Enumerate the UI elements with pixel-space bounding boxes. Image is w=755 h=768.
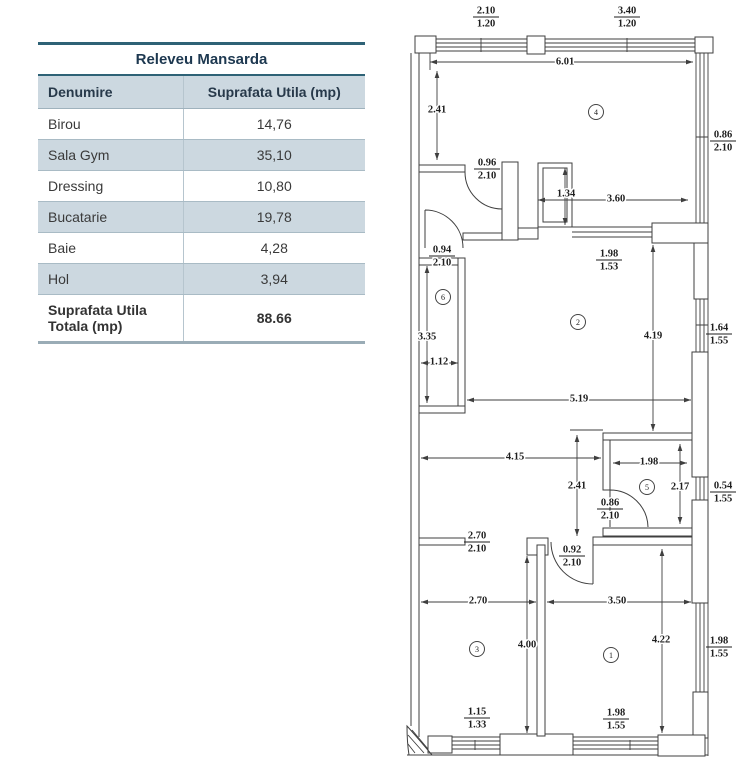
room-name-cell: Dressing: [38, 171, 183, 202]
dimension-label: 1.12: [429, 356, 449, 368]
dimension-label: 3.35: [417, 331, 437, 343]
opening-size-label: [464, 707, 490, 731]
opening-size-label: [603, 708, 629, 732]
room-name-cell: Sala Gym: [38, 140, 183, 171]
svg-text:0.92: 0.92: [562, 544, 582, 556]
column-header-suprafata: Suprafata Utila (mp): [183, 75, 365, 109]
svg-text:0.86: 0.86: [713, 129, 733, 141]
area-value-cell: 10,80: [183, 171, 365, 202]
svg-text:2.10: 2.10: [477, 170, 497, 182]
svg-text:6: 6: [441, 293, 445, 302]
room-name-cell: Hol: [38, 264, 183, 295]
room-number-badge: [640, 480, 655, 495]
dimension-label: 3.50: [607, 595, 627, 607]
area-value-cell: 19,78: [183, 202, 365, 233]
svg-text:2.10: 2.10: [432, 257, 452, 269]
dimension-label: 3.60: [606, 193, 626, 205]
opening-size-label: [429, 245, 455, 269]
svg-text:1.53: 1.53: [599, 261, 619, 273]
dimension-label: 4.00: [517, 639, 537, 651]
svg-text:1.55: 1.55: [713, 493, 733, 505]
svg-text:1: 1: [609, 651, 613, 660]
opening-size-label: [474, 158, 500, 182]
svg-text:0.96: 0.96: [477, 157, 497, 169]
svg-text:2.70: 2.70: [467, 530, 487, 542]
svg-text:2.10: 2.10: [562, 557, 582, 569]
room-number-badge: [470, 642, 485, 657]
dimension-label: 4.19: [643, 330, 663, 342]
windows-layer: [407, 37, 708, 756]
svg-text:3: 3: [475, 645, 479, 654]
opening-size-label: [614, 6, 640, 30]
column-header-denumire: Denumire: [38, 75, 183, 109]
dimension-label: 2.17: [670, 481, 690, 493]
opening-size-label: [597, 498, 623, 522]
dimension-label: 6.01: [555, 56, 575, 68]
svg-text:1.20: 1.20: [617, 18, 637, 30]
opening-size-label: [710, 481, 736, 505]
room-number-badge: [589, 105, 604, 120]
svg-text:0.94: 0.94: [432, 244, 452, 256]
area-value-cell: 3,94: [183, 264, 365, 295]
svg-text:0.54: 0.54: [713, 480, 733, 492]
walls-layer: [411, 36, 713, 756]
opening-size-label: [596, 249, 622, 273]
svg-text:2: 2: [576, 318, 580, 327]
area-value-cell: 14,76: [183, 109, 365, 140]
room-number-badge: [436, 290, 451, 305]
opening-size-label: [464, 531, 490, 555]
svg-text:1.33: 1.33: [467, 719, 487, 731]
svg-text:3.40: 3.40: [617, 5, 637, 17]
dimension-label: 1.34: [556, 188, 576, 200]
room-name-cell: Baie: [38, 233, 183, 264]
svg-text:1.98: 1.98: [599, 248, 619, 260]
dimension-label: 4.15: [505, 451, 525, 463]
svg-text:4: 4: [594, 108, 598, 117]
svg-text:2.10: 2.10: [476, 5, 496, 17]
room-name-cell: Bucatarie: [38, 202, 183, 233]
svg-text:1.64: 1.64: [709, 322, 729, 334]
opening-labels: [429, 6, 736, 732]
svg-text:1.55: 1.55: [606, 720, 626, 732]
dimension-label: 2.41: [427, 104, 447, 116]
opening-size-label: [710, 130, 736, 154]
room-number-badge: [571, 315, 586, 330]
door-arc: [425, 210, 463, 248]
opening-size-label: [706, 636, 732, 660]
dimension-label: 5.19: [569, 393, 589, 405]
area-value-cell: 35,10: [183, 140, 365, 171]
opening-size-label: [473, 6, 499, 30]
svg-text:2.10: 2.10: [600, 510, 620, 522]
svg-text:1.98: 1.98: [709, 635, 729, 647]
dimension-label: 4.22: [651, 634, 671, 646]
svg-text:0.86: 0.86: [600, 497, 620, 509]
opening-size-label: [706, 323, 732, 347]
total-label: Suprafata Utila Totala (mp): [38, 295, 183, 343]
area-value-cell: 4,28: [183, 233, 365, 264]
dimension-label: 2.41: [567, 480, 587, 492]
dimension-label: 2.70: [468, 595, 488, 607]
opening-size-label: [559, 545, 585, 569]
svg-text:1.15: 1.15: [467, 706, 487, 718]
dimension-label: 1.98: [639, 456, 659, 468]
room-name-cell: Birou: [38, 109, 183, 140]
table-title: Releveu Mansarda: [38, 44, 365, 76]
svg-text:2.10: 2.10: [467, 543, 487, 555]
svg-text:1.55: 1.55: [709, 335, 729, 347]
svg-text:1.20: 1.20: [476, 18, 496, 30]
svg-text:2.10: 2.10: [713, 142, 733, 154]
svg-text:5: 5: [645, 483, 649, 492]
svg-text:1.55: 1.55: [709, 648, 729, 660]
svg-text:1.98: 1.98: [606, 707, 626, 719]
room-number-badge: [604, 648, 619, 663]
total-value: 88.66: [183, 295, 365, 343]
